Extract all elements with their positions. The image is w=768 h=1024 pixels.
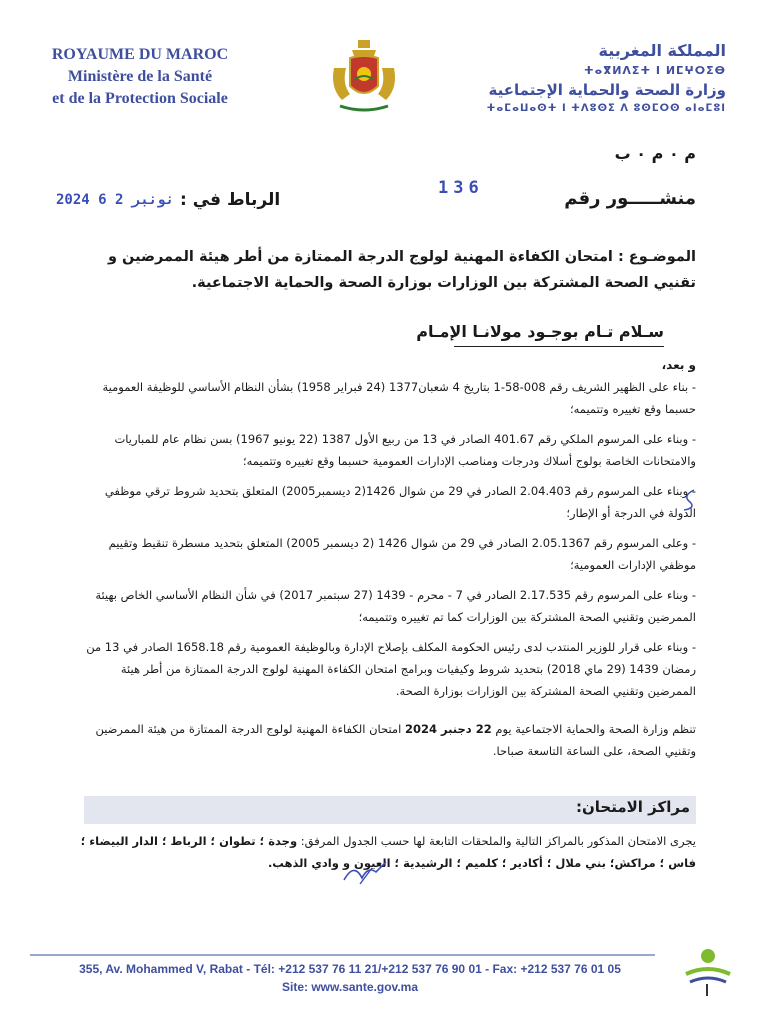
footer-address: 355, Av. Mohammed V, Rabat - Tél: +212 537 76 11 21/+212 537 76 90 01 - Fax: +212 537 76 01 05 bbox=[79, 962, 621, 976]
announcement bbox=[76, 718, 696, 762]
subject-line: الموضـوع : امتحان الكفاءة المهنية لولوج الدرجة الممتازة من أطر هيئة الممرضين و تقنيي الصحة المشتركة بين الوزارات بوزارة الصحة والحماية الاجتماعية. bbox=[107, 249, 696, 291]
header-fr-kingdom: ROYAUME DU MAROC bbox=[51, 46, 229, 63]
circular-number: 136 bbox=[438, 178, 484, 198]
header-tifinagh-kingdom: ⵜⴰⴳⵍⴷⵉⵜ ⵏ ⵍⵎⵖⵔⵉⴱ bbox=[583, 64, 726, 77]
announcement-after: امتحان الكفاءة المهنية لولوج الدرجة الممتازة من هيئة الممرضين وتقنيي الصحة، على الساعة التاسعة صباحا. bbox=[95, 722, 696, 758]
header-arabic bbox=[426, 40, 726, 118]
header-fr-protection: et de la Protection Sociale bbox=[52, 90, 228, 107]
header-ar-kingdom: المملكة المغربية bbox=[598, 41, 726, 60]
reference-code: م ٠ م ٠ ب bbox=[614, 144, 696, 163]
signature-icon bbox=[340, 858, 390, 888]
ministry-logo-icon bbox=[680, 944, 736, 1000]
visa-item: - وبناء على المرسوم رقم 2.04.403 الصادر في 29 من شوال 1426(2 ديسمبر2005) المتعلق بتحديد شروط ترقي موظفي الدولة في الدرجة أو الإطار؛ bbox=[104, 484, 696, 520]
visa-item: - بناء على الظهير الشريف رقم 008-58-1 بتاريخ 4 شعبان1377 (24 فبراير 1958) بشأن النظام الأساسي للوظيفة العمومية حسبما وقع تغييره وتتميمه؛ bbox=[102, 380, 696, 416]
announcement-date: 22 دجنبر 2024 bbox=[404, 722, 492, 736]
handwritten-mark-icon bbox=[680, 488, 698, 512]
header-fr-ministry: Ministère de la Santé bbox=[67, 68, 213, 85]
place-label: الرباط في : bbox=[180, 190, 281, 210]
header-french bbox=[18, 44, 262, 110]
visa-item: - وبناء على قرار للوزير المنتدب لدى رئيس الحكومة المكلف بإصلاح الإدارة وبالوظيفة العمومية رقم 1658.18 الصادر في 13 من رمضان 1439 (29 ماي 2018) بتحديد شروط وكيفيات وبرامج امتحان الكفاءة المهنية لولوج الدرجة الممتازة من أطر هيئة الممرضين وتقنيي الصحة المشتركة بين الوزارات بوزارة الصحة. bbox=[86, 640, 696, 698]
after-greeting: و بعد، bbox=[661, 358, 696, 372]
centers-cities: وجدة ؛ تطوان ؛ الرباط ؛ الدار البيضاء ؛ فاس ؛ مراكش؛ بني ملال ؛ أكادير ؛ كلميم ؛ الرشيدية ؛ العيون و وادي الذهب. bbox=[80, 834, 696, 870]
greeting-underline bbox=[454, 346, 664, 347]
centers-title: مراكز الامتحان: bbox=[575, 798, 690, 816]
date-stamp: 2024 نونبر 2 6 bbox=[56, 192, 175, 208]
greeting: سـلام تـام بوجـود مولانـا الإمـام bbox=[416, 322, 664, 341]
header-tifinagh-ministry: ⵜⴰⵎⴰⵡⴰⵙⵜ ⵏ ⵜⴷⵓⵙⵉ ⴷ ⵓⵙⵎⵔⵙ ⴰⵏⴰⵎⵓⵏ bbox=[486, 103, 726, 114]
circular-title: منشـــــور رقم bbox=[564, 188, 696, 209]
footer-site: Site: www.sante.gov.ma bbox=[281, 980, 419, 994]
footer-rule bbox=[30, 954, 655, 956]
visa-item: - وبناء على المرسوم رقم 2.17.535 الصادر في 7 - محرم - 1439 (27 سبتمبر 2017) في شأن النظام الأساسي الخاص بهيئة الممرضين وتقنيي الصحة المشتركة بين الوزارات كما تم تغييره وتتميمه؛ bbox=[95, 588, 696, 624]
visa-item: - وبناء على المرسوم الملكي رقم 401.67 الصادر في 13 من ربيع الأول 1387 (22 يونيو 1967) بسن نظام عام للمباريات والامتحانات الخاصة بولوج أسلاك ودرجات ومناصب الإدارات العمومية حسبما وقع تغييره وتتميمه؛ bbox=[114, 432, 696, 468]
royal-emblem-icon bbox=[328, 38, 400, 118]
centers-intro: يجرى الامتحان المذكور بالمراكز التالية والملحقات التابعة لها حسب الجدول المرفق: bbox=[297, 834, 696, 848]
visa-item: - وعلى المرسوم رقم 2.05.1367 الصادر في 29 من شوال 1426 (2 ديسمبر 2005) المتعلق بتحديد مسطرة تنقيط وتقييم موظفي الإدارات العمومية؛ bbox=[108, 536, 696, 572]
header-ar-ministry: وزارة الصحة والحماية الإجتماعية bbox=[488, 81, 726, 99]
announcement-before: تنظم وزارة الصحة والحماية الاجتماعية يوم bbox=[491, 722, 696, 736]
visa-list bbox=[76, 376, 696, 710]
